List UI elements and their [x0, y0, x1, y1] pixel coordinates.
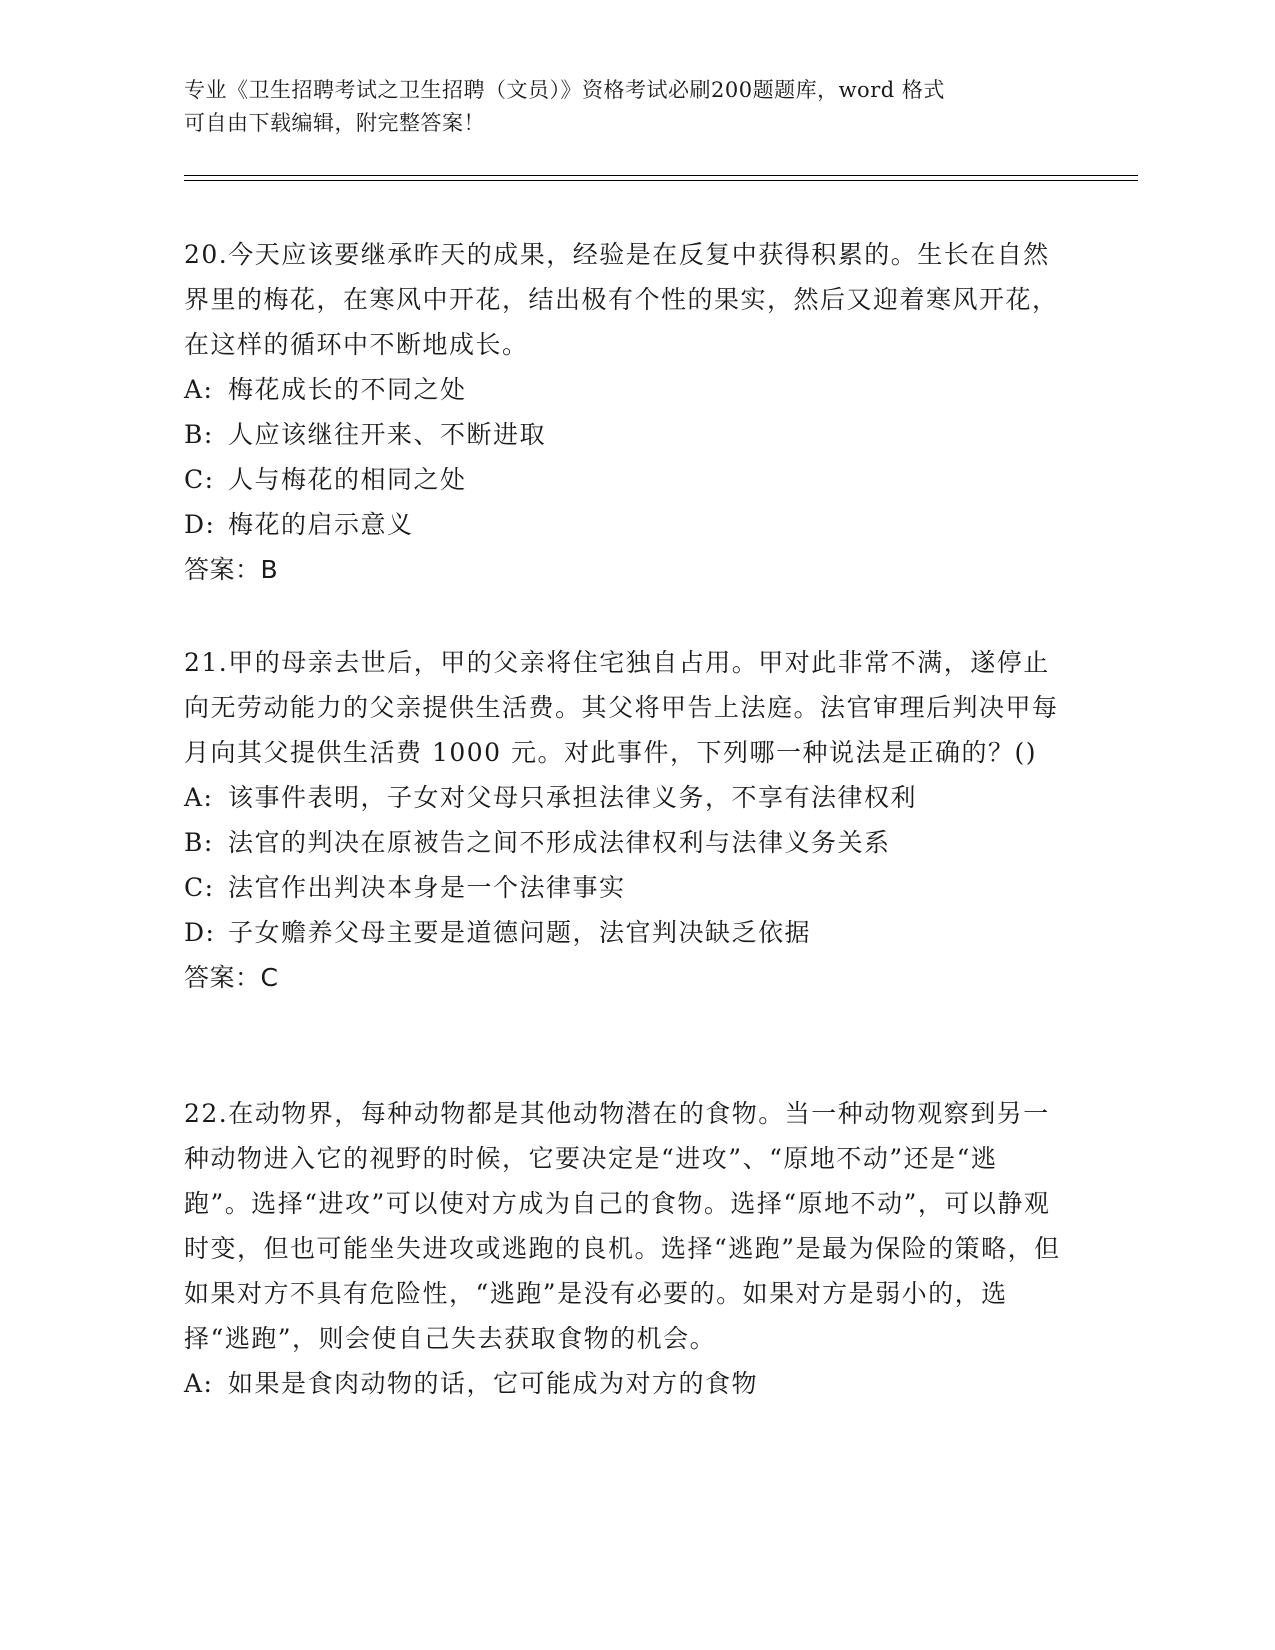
header-divider-top: [184, 175, 1138, 176]
question-stem: 21.甲的母亲去世后，甲的父亲将住宅独自占用。甲对此非常不满，遂停止向无劳动能力的父亲提供生活费。其父将甲告上法庭。法官审理后判决甲每月向其父提供生活费 1000 元。对此事件，下列哪一种说法是正确的？(): [184, 648, 1059, 767]
option-letter: C:: [184, 873, 215, 902]
option-text: 人与梅花的相同之处: [228, 465, 467, 494]
option-letter: A:: [184, 783, 214, 812]
option-letter: D:: [184, 510, 216, 539]
option-letter: A:: [184, 1369, 214, 1398]
option-letter: B:: [184, 420, 214, 449]
option-a: [184, 1361, 1064, 1406]
option-letter: C:: [184, 465, 215, 494]
option-text: 梅花的启示意义: [228, 510, 414, 539]
option-d: [184, 502, 1064, 547]
option-d: [184, 910, 1064, 955]
header-line-2: 可自由下载编辑，附完整答案！: [184, 111, 485, 135]
answer-line: 答案：C: [184, 963, 279, 992]
question-stem: 20.今天应该要继承昨天的成果，经验是在反复中获得积累的。生长在自然界里的梅花，在寒风中开花，结出极有个性的果实，然后又迎着寒风开花，在这样的循环中不断地成长。: [184, 240, 1059, 359]
question-20: [184, 232, 1064, 592]
option-letter: B:: [184, 828, 214, 857]
option-text: 该事件表明，子女对父母只承担法律义务，不享有法律权利: [228, 783, 918, 812]
answer-line: 答案：B: [184, 555, 279, 584]
option-b: [184, 412, 1064, 457]
option-letter: D:: [184, 918, 216, 947]
option-text: 人应该继往开来、不断进取: [228, 420, 547, 449]
header-divider-bottom: [184, 180, 1138, 181]
option-text: 法官的判决在原被告之间不形成法律权利与法律义务关系: [228, 828, 891, 857]
question-stem: 22.在动物界，每种动物都是其他动物潜在的食物。当一种动物观察到另一种动物进入它的视野的时候，它要决定是“进攻”、“原地不动”还是“逃跑”。选择“进攻”可以使对方成为自己的食物。选择“原地不动”，可以静观时变，但也可能坐失进攻或逃跑的良机。选择“逃跑”是最为保险的策略，但如果对方不具有危险性，“逃跑”是没有必要的。如果对方是弱小的，选择“逃跑”，则会使自己失去获取食物的机会。: [184, 1099, 1061, 1353]
option-text: 如果是食肉动物的话，它可能成为对方的食物: [228, 1369, 759, 1398]
option-text: 梅花成长的不同之处: [228, 375, 467, 404]
option-text: 法官作出判决本身是一个法律事实: [228, 873, 626, 902]
option-text: 子女赡养父母主要是道德问题，法官判决缺乏依据: [228, 918, 812, 947]
option-a: [184, 775, 1064, 820]
option-b: [184, 820, 1064, 865]
document-header: [184, 74, 1064, 140]
header-line-1: 专业《卫生招聘考试之卫生招聘（文员）》资格考试必刷200题题库，word 格式: [184, 78, 945, 102]
option-c: [184, 457, 1064, 502]
option-c: [184, 865, 1064, 910]
question-22: [184, 1091, 1064, 1406]
option-a: [184, 367, 1064, 412]
option-letter: A:: [184, 375, 214, 404]
question-21: [184, 640, 1064, 1000]
